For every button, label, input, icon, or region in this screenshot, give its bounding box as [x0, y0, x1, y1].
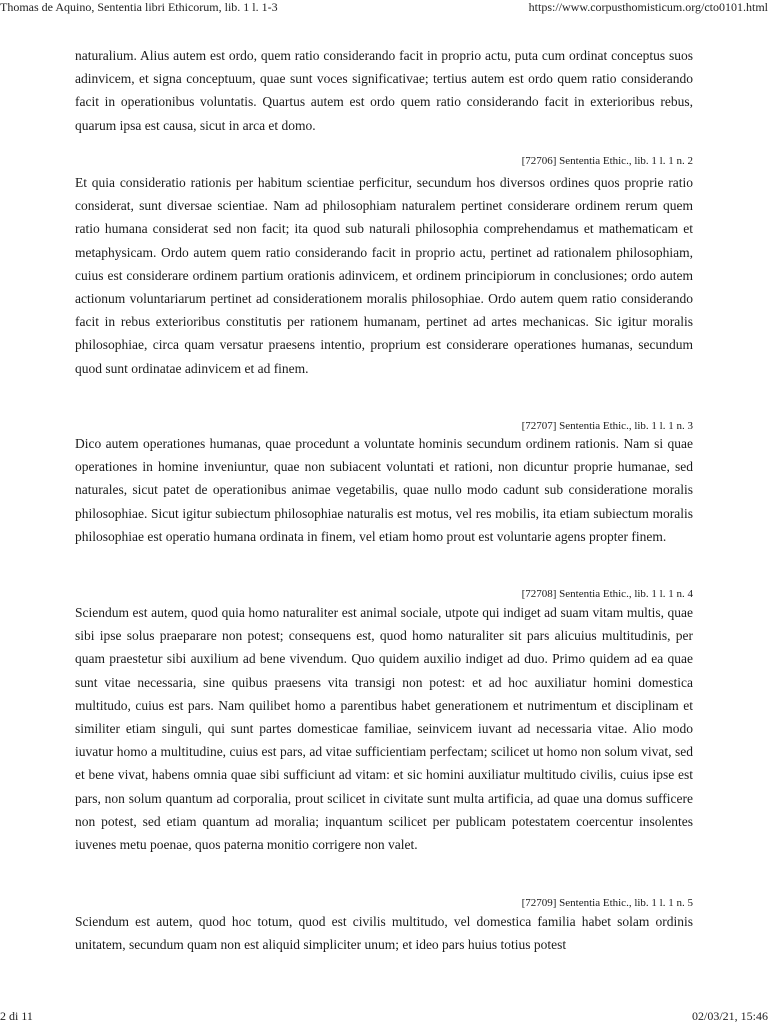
- paragraph-continuation: naturalium. Alius autem est ordo, quem ratio considerando facit in proprio actu, puta cum ordinat conceptus suos adinvicem, et signa conceptuum, quae sunt voces significativae; tertius autem est ordo quem ratio considerando facit in operationibus voluntatis. Quartus autem est ordo quem ratio considerando facit in exterioribus rebus, quarum ipsa est causa, sicut in arca et domo.: [75, 48, 693, 133]
- print-footer-datetime: 02/03/21, 15:46: [691, 1009, 768, 1023]
- paragraph: Dico autem operationes humanas, quae procedunt a voluntate hominis secundum ordinem rationis. Nam si quae operationes in homine inveniuntur, quae non subiacent voluntati et rationi, non dicuntur proprie humanae, sed naturales, sicut patet de operationibus animae vegetabilis, quae nullo modo cadunt sub consideratione moralis philosophiae. Sicut igitur subiectum philosophiae naturalis est motus, vel res mobilis, ita etiam subiectum moralis philosophiae est operatio humana ordinata in finem, vel etiam homo prout est voluntarie agens propter finem.: [75, 436, 693, 544]
- print-footer-page: 2 di 11: [0, 1009, 33, 1023]
- paragraph-reference: [72708] Sententia Ethic., lib. 1 l. 1 n. 4: [521, 588, 693, 600]
- paragraph: Sciendum est autem, quod quia homo naturaliter est animal sociale, utpote qui indiget ad suam vitam multis, quae sibi ipse solus praeparare non potest; consequens est, quod homo naturaliter sit pars alicuius multitudinis, per quam praestetur sibi auxilium ad bene vivendum. Quo quidem auxilio indiget ad duo. Primo quidem ad ea quae sunt vitae necessaria, sine quibus praesens vita transigi non potest: et ad hoc auxiliatur homini domestica multitudo, cuius est pars. Nam quilibet homo a parentibus habet generationem et nutrimentum et disciplinam et similiter etiam singuli, qui sunt partes domesticae familiae, seinvicem iuvant ad necessaria vitae. Alio modo iuvatur homo a multitudine, cuius est pars, ad vitae sufficientiam perfectam; scilicet ut homo non solum vivat, sed et bene vivat, habens omnia quae sibi sufficiunt ad vitam: et sic homini auxiliatur multitudo civilis, cuius ipse est pars, non solum quantum ad corporalia, prout scilicet in civitate sunt multa artificia, ad quae una domus sufficere non potest, sed etiam quantum ad moralia; inquantum scilicet per publicam potestatem coercentur insolentes iuvenes metu poenae, quos paterna monitio corrigere non valet.: [75, 605, 693, 853]
- print-header-title: Thomas de Aquino, Sententia libri Ethicorum, lib. 1 l. 1-3: [0, 0, 278, 14]
- print-header-url: https://www.corpusthomisticum.org/cto0101.html: [528, 0, 768, 14]
- paragraph-reference: [72706] Sententia Ethic., lib. 1 l. 1 n. 2: [521, 155, 693, 167]
- paragraph: Sciendum est autem, quod hoc totum, quod est civilis multitudo, vel domestica familia habet solam ordinis unitatem, secundum quam non est aliquid simpliciter unum; et ideo pars huius totius potest: [75, 914, 693, 953]
- paragraph-reference: [72707] Sententia Ethic., lib. 1 l. 1 n. 3: [521, 420, 693, 432]
- paragraph-reference: [72709] Sententia Ethic., lib. 1 l. 1 n. 5: [521, 897, 693, 909]
- paragraph: Et quia consideratio rationis per habitum scientiae perficitur, secundum hos diversos ordines quos proprie ratio considerat, sunt diversae scientiae. Nam ad philosophiam naturalem pertinet considerare ordinem rerum quem ratio humana considerat sed non facit; ita quod sub naturali philosophia comprehendamus et mathematicam et metaphysicam. Ordo autem quem ratio considerando facit in proprio actu, pertinet ad rationalem philosophiam, cuius est considerare ordinem partium orationis adinvicem, et ordinem principiorum in conclusiones; ordo autem actionum voluntariarum pertinet ad considerationem moralis philosophiae. Ordo autem quem ratio considerando facit in rebus exterioribus constitutis per rationem humanam, pertinet ad artes mechanicas. Sic igitur moralis philosophiae, circa quam versatur praesens intentio, proprium est considerare operationes humanas, secundum quod sunt ordinatae adinvicem et ad finem.: [75, 175, 693, 376]
